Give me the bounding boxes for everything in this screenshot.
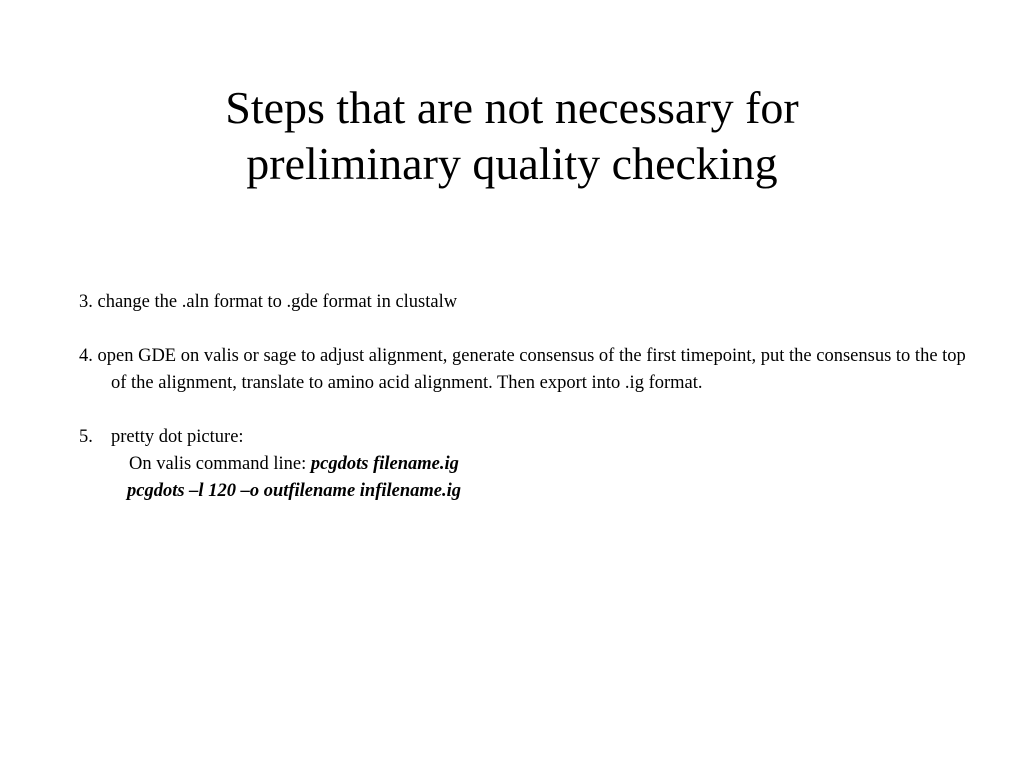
command-1: pcgdots filename.ig [310,454,459,474]
command-2: pcgdots –l 120 –o outfilename infilename.ig [127,481,462,501]
slide-title-line-2: preliminary quality checking [246,138,778,189]
step-4: 4. open GDE on valis or sage to adjust alignment, generate consensus of the first timepoint, put the consensus to the top of the alignment, translate to amino acid alignment. Then export into .ig format. [79,346,966,393]
command-line-1 [79,451,979,478]
slide-title-line-1: Steps that are not necessary for [225,82,799,133]
step-5-text: pretty dot picture: [111,427,244,447]
slide-title [0,80,1024,192]
command-intro: On valis command line: [129,454,311,474]
step-5 [79,424,979,451]
spacer [79,316,979,343]
step-5-number: 5. [79,427,93,447]
slide-body [79,289,979,505]
spacer [79,397,979,424]
command-line-2 [79,478,979,505]
step-3: 3. change the .aln format to .gde format in clustalw [79,292,458,312]
